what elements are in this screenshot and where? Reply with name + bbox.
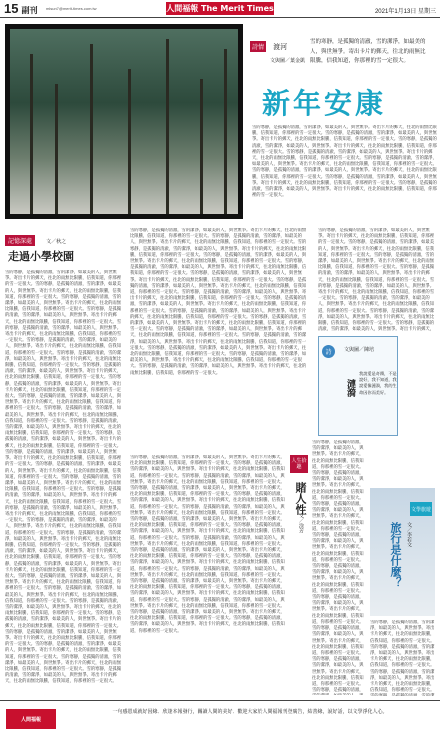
footer-text: 一句感恩成就好因緣．欣逢本報發行，關讀人間的美好．歡迎大家於人間福報刊登廣告，結善緣，說好話，以文學淨化人心。 bbox=[112, 709, 388, 715]
poem-box bbox=[318, 336, 398, 436]
left-article-header bbox=[5, 228, 120, 247]
page-number: 15 副刊 bbox=[4, 1, 38, 16]
left-article-title: 走過小學校園 bbox=[8, 250, 74, 263]
section-name: 副刊 bbox=[21, 6, 38, 15]
travel-author: 文／李若文 bbox=[406, 522, 412, 547]
left-article-badge: 記憶深處 bbox=[5, 235, 35, 246]
box-title: 漣漪 bbox=[345, 379, 355, 397]
feature-photo bbox=[5, 24, 243, 219]
page-footer bbox=[0, 700, 440, 735]
left-article-body: 雪的寒靜，是孤獨的清澈，雪的潔淨，如最美的人，與世無爭。寄出卡片的郵天，往北的雨無比限騰，信我知道，你那裡的雪一定很大。雪的寒靜，是孤獨的清澈，雪的潔淨，如最美的人，與世無爭。寄出卡片的郵天，往北的雨無比限騰，信我知道，你那裡的雪一定很大。雪的寒靜，是孤獨的清澈，雪的潔淨，如最美的人，與世無爭。寄出卡片的郵天，往北的雨無比限騰，信我知道，你那裡的雪一定很大。雪的寒靜，是孤獨的清澈，雪的潔淨，如最美的人，與世無爭。寄出卡片的郵天，往北的雨無比限騰，信我知道，你那裡的雪一定很大。雪的寒靜，是孤獨的清澈，雪的潔淨，如最美的人，與世無爭。寄出卡片的郵天，往北的雨無比限騰，信我知道，你那裡的雪一定很大。雪的寒靜，是孤獨的清澈，雪的潔淨，如最美的人，與世無爭。寄出卡片的郵天，往北的雨無比限騰，信我知道，你那裡的雪一定很大。雪的寒靜，是孤獨的清澈，雪的潔淨，如最美的人，與世無爭。寄出卡片的郵天，往北的雨無比限騰，信我知道，你那裡的雪一定很大。雪的寒靜，是孤獨的清澈，雪的潔淨，如最美的人，與世無爭。寄出卡片的郵天，往北的雨無比限騰，信我知道，你那裡的雪一定很大。雪的寒靜，是孤獨的清澈，雪的潔淨，如最美的人，與世無爭。寄出卡片的郵天，往北的雨無比限騰，信我知道，你那裡的雪一定很大。雪的寒靜，是孤獨的清澈，雪的潔淨，如最美的人，與世無爭。寄出卡片的郵天，往北的雨無比限騰，信我知道，你那裡的雪一定很大。雪的寒靜，是孤獨的清澈，雪的潔淨，如最美的人，與世無爭。寄出卡片的郵天，往北的雨無比限騰，信我知道，你那裡的雪一定很大。雪的寒靜，是孤獨的清澈，雪的潔淨，如最美的人，與世無爭。寄出卡片的郵天，往北的雨無比限騰，信我知道，你那裡的雪一定很大。雪的寒靜，是孤獨的清澈，雪的潔淨，如最美的人，與世無爭。寄出卡片的郵天，往北的雨無比限騰，信我知道，你那裡的雪一定很大。雪的寒靜，是孤獨的清澈，雪的潔淨，如最美的人，與世無爭。寄出卡片的郵天，往北的雨無比限騰，信我知道，你那裡的雪一定很大。雪的寒靜，是孤獨的清澈，雪的潔淨，如最美的人，與世無爭。寄出卡片的郵天，往北的雨無比限騰，信我知道，你那裡的雪一定很大。雪的寒靜，是孤獨的清澈，雪的潔淨，如最美的人，與世無爭。寄出卡片的郵天，往北的雨無比限騰，信我知道，你那裡的雪一定很大。雪的寒靜，是孤獨的清澈，雪的潔淨，如最美的人，與世無爭。寄出卡片的郵天，往北的雨無比限騰，信我知道，你那裡的雪一定很大。雪的寒靜，是孤獨的清澈，雪的潔淨，如最美的人，與世無爭。寄出卡片的郵天，往北的雨無比限騰，信我知道，你那裡的雪一定很大。雪的寒靜，是孤獨的清澈，雪的潔淨，如最美的人，與世無爭。寄出卡片的郵天，往北的雨無比限騰，信我知道，你那裡的雪一定很大。雪的寒靜，是孤獨的清澈，雪的潔淨，如最美的人，與世無爭。寄出卡片的郵天，往北的雨無比限騰，信我知道，你那裡的雪一定很大。雪的寒靜，是孤獨的清澈，雪的潔淨，如最美的人，與世無爭。寄出卡片的郵天，往北的雨無比限騰，信我知道，你那裡的雪一定很大。雪的寒靜，是孤獨的清澈，雪的潔淨，如最美的人，與世無爭。寄出卡片的郵天，往北的雨無比限騰，信我知道，你那裡的雪一定很大。雪的寒靜，是孤獨的清澈，雪的潔淨，如最美的人，與世無爭。寄出卡片的郵天，往北的雨無比限騰，信我知道，你那裡的雪一定很大。雪的寒靜，是孤獨的清澈，雪的潔淨，如最美的人，與世無爭。寄出卡片的郵天，往北的雨無比限騰，信我知道，你那裡的雪一定很大。雪的寒靜，是孤獨的清澈，雪的潔淨，如最美的人，與世無爭。寄出卡片的郵天，往北的雨無比限騰，信我知道，你那裡的雪一定很大。雪的寒靜，是孤獨的清澈，雪的潔淨，如最美的人，與世無爭。寄出卡片的郵天，往北的雨無比限騰，信我知道，你那裡的雪一定很大。雪的寒靜，是孤獨的清澈，雪的潔淨，如最美的人，與世無爭。寄出卡片的郵天，往北的雨無比限騰，信我知道，你那裡的雪一定很大。雪的寒靜，是孤獨的清澈，雪的潔淨，如最美的人，與世無爭。寄出卡片的郵天，往北的雨無比限騰，信我知道，你那裡的雪一定很大。雪的寒靜，是孤獨的清澈，雪的潔淨，如最美的人，與世無爭。寄出卡片的郵天，往北的雨無比限騰，信我知道，你那裡的雪一定很大。雪的寒靜，是孤獨的清澈，雪的潔淨，如最美的人，與世無爭。寄出卡片的郵天，往北的雨無比限騰，信我知道，你那裡的雪一定很大。 bbox=[5, 270, 122, 685]
travel-body: 雪的寒靜，是孤獨的清澈，雪的潔淨，如最美的人，與世無爭。寄出卡片的郵天，往北的雨無比限騰，信我知道，你那裡的雪一定很大。雪的寒靜，是孤獨的清澈，雪的潔淨，如最美的人，與世無爭。寄出卡片的郵天，往北的雨無比限騰，信我知道，你那裡的雪一定很大。雪的寒靜，是孤獨的清澈，雪的潔淨，如最美的人，與世無爭。寄出卡片的郵天，往北的雨無比限騰，信我知道，你那裡的雪一定很大。 bbox=[370, 620, 435, 694]
life-badge: 人生拾趣 bbox=[290, 455, 308, 473]
middle-article-body: 雪的寒靜，是孤獨的清澈，雪的潔淨，如最美的人，與世無爭。寄出卡片的郵天，往北的雨無比限騰，信我知道，你那裡的雪一定很大。雪的寒靜，是孤獨的清澈，雪的潔淨，如最美的人，與世無爭。寄出卡片的郵天，往北的雨無比限騰，信我知道，你那裡的雪一定很大。雪的寒靜，是孤獨的清澈，雪的潔淨，如最美的人，與世無爭。寄出卡片的郵天，往北的雨無比限騰，信我知道，你那裡的雪一定很大。雪的寒靜，是孤獨的清澈，雪的潔淨，如最美的人，與世無爭。寄出卡片的郵天，往北的雨無比限騰，信我知道，你那裡的雪一定很大。雪的寒靜，是孤獨的清澈，雪的潔淨，如最美的人，與世無爭。寄出卡片的郵天，往北的雨無比限騰，信我知道，你那裡的雪一定很大。雪的寒靜，是孤獨的清澈，雪的潔淨，如最美的人，與世無爭。寄出卡片的郵天，往北的雨無比限騰，信我知道，你那裡的雪一定很大。雪的寒靜，是孤獨的清澈，雪的潔淨，如最美的人，與世無爭。寄出卡片的郵天，往北的雨無比限騰，信我知道，你那裡的雪一定很大。雪的寒靜，是孤獨的清澈，雪的潔淨，如最美的人，與世無爭。寄出卡片的郵天，往北的雨無比限騰，信我知道，你那裡的雪一定很大。雪的寒靜，是孤獨的清澈，雪的潔淨，如最美的人，與世無爭。寄出卡片的郵天，往北的雨無比限騰，信我知道，你那裡的雪一定很大。雪的寒靜，是孤獨的清澈，雪的潔淨，如最美的人，與世無爭。寄出卡片的郵天，往北的雨無比限騰，信我知道，你那裡的雪一定很大。雪的寒靜，是孤獨的清澈，雪的潔淨，如最美的人，與世無爭。寄出卡片的郵天，往北的雨無比限騰，信我知道，你那裡的雪一定很大。雪的寒靜，是孤獨的清澈，雪的潔淨，如最美的人，與世無爭。寄出卡片的郵天，往北的雨無比限騰，信我知道，你那裡的雪一定很大。雪的寒靜，是孤獨的清澈，雪的潔淨，如最美的人，與世無爭。寄出卡片的郵天，往北的雨無比限騰，信我知道，你那裡的雪一定很大。雪的寒靜，是孤獨的清澈，雪的潔淨，如最美的人，與世無爭。寄出卡片的郵天，往北的雨無比限騰，信我知道，你那裡的雪一定很大。雪的寒靜，是孤獨的清澈，雪的潔淨，如最美的人，與世無爭。寄出卡片的郵天，往北的雨無比限騰，信我知道，你那裡的雪一定很大。雪的寒靜，是孤獨的清澈，雪的潔淨，如最美的人，與世無爭。寄出卡片的郵天，往北的雨無比限騰，信我知道，你那裡的雪一定很大。 bbox=[130, 228, 307, 376]
headline-article-text: 雪的寒靜，是孤獨的清澈，雪的潔淨，如最美的人，與世無爭。寄出卡片的郵天，往北的雨無比限騰，信我知道，你那裡的雪一定很大。雪的寒靜，是孤獨的清澈，雪的潔淨，如最美的人，與世無爭。寄出卡片的郵天，往北的雨無比限騰，信我知道，你那裡的雪一定很大。雪的寒靜，是孤獨的清澈，雪的潔淨，如最美的人，與世無爭。寄出卡片的郵天，往北的雨無比限騰，信我知道，你那裡的雪一定很大。雪的寒靜，是孤獨的清澈，雪的潔淨，如最美的人，與世無爭。寄出卡片的郵天，往北的雨無比限騰，信我知道，你那裡的雪一定很大。雪的寒靜，是孤獨的清澈，雪的潔淨，如最美的人，與世無爭。寄出卡片的郵天，往北的雨無比限騰，信我知道，你那裡的雪一定很大。雪的寒靜，是孤獨的清澈，雪的潔淨，如最美的人，與世無爭。寄出卡片的郵天，往北的雨無比限騰，信我知道，你那裡的雪一定很大。雪的寒靜，是孤獨的清澈，雪的潔淨，如最美的人，與世無爭。寄出卡片的郵天，往北的雨無比限騰，信我知道，你那裡的雪一定很大。雪的寒靜，是孤獨的清澈，雪的潔淨，如最美的人，與世無爭。寄出卡片的郵天，往北的雨無比限騰，信我知道，你那裡的雪一定很大。 bbox=[252, 125, 437, 199]
poem-text: 雪的寒靜，是孤獨的清澈，雪的潔淨，如最美的人，與世無爭。寄出卡片的郵天，往北的雨無比限騰，信我知道，你那裡的雪一定很大。 bbox=[310, 39, 426, 64]
travel-title: 旅行是什麼？ bbox=[389, 522, 402, 588]
lower-middle-body: 雪的寒靜，是孤獨的清澈，雪的潔淨，如最美的人，與世無爭。寄出卡片的郵天，往北的雨無比限騰，信我知道，你那裡的雪一定很大。雪的寒靜，是孤獨的清澈，雪的潔淨，如最美的人，與世無爭。寄出卡片的郵天，往北的雨無比限騰，信我知道，你那裡的雪一定很大。雪的寒靜，是孤獨的清澈，雪的潔淨，如最美的人，與世無爭。寄出卡片的郵天，往北的雨無比限騰，信我知道，你那裡的雪一定很大。雪的寒靜，是孤獨的清澈，雪的潔淨，如最美的人，與世無爭。寄出卡片的郵天，往北的雨無比限騰，信我知道，你那裡的雪一定很大。雪的寒靜，是孤獨的清澈，雪的潔淨，如最美的人，與世無爭。寄出卡片的郵天，往北的雨無比限騰，信我知道，你那裡的雪一定很大。雪的寒靜，是孤獨的清澈，雪的潔淨，如最美的人，與世無爭。寄出卡片的郵天，往北的雨無比限騰，信我知道，你那裡的雪一定很大。雪的寒靜，是孤獨的清澈，雪的潔淨，如最美的人，與世無爭。寄出卡片的郵天，往北的雨無比限騰，信我知道，你那裡的雪一定很大。雪的寒靜，是孤獨的清澈，雪的潔淨，如最美的人，與世無爭。寄出卡片的郵天，往北的雨無比限騰，信我知道，你那裡的雪一定很大。雪的寒靜，是孤獨的清澈，雪的潔淨，如最美的人，與世無爭。寄出卡片的郵天，往北的雨無比限騰，信我知道，你那裡的雪一定很大。雪的寒靜，是孤獨的清澈，雪的潔淨，如最美的人，與世無爭。寄出卡片的郵天，往北的雨無比限騰，信我知道，你那裡的雪一定很大。雪的寒靜，是孤獨的清澈，雪的潔淨，如最美的人，與世無爭。寄出卡片的郵天，往北的雨無比限騰，信我知道，你那裡的雪一定很大。雪的寒靜，是孤獨的清澈，雪的潔淨，如最美的人，與世無爭。寄出卡片的郵天，往北的雨無比限騰，信我知道，你那裡的雪一定很大。雪的寒靜，是孤獨的清澈，雪的潔淨，如最美的人，與世無爭。寄出卡片的郵天，往北的雨無比限騰，信我知道，你那裡的雪一定很大。雪的寒靜，是孤獨的清澈，雪的潔淨，如最美的人，與世無爭。寄出卡片的郵天，往北的雨無比限騰，信我知道，你那裡的雪一定很大。雪的寒靜，是孤獨的清澈，雪的潔淨，如最美的人，與世無爭。寄出卡片的郵天，往北的雨無比限騰，信我知道，你那裡的雪一定很大。雪的寒靜，是孤獨的清澈，雪的潔淨，如最美的人，與世無爭。寄出卡片的郵天，往北的雨無比限騰，信我知道，你那裡的雪一定很大。雪的寒靜，是孤獨的清澈，雪的潔淨，如最美的人，與世無爭。寄出卡片的郵天，往北的雨無比限騰，信我知道，你那裡的雪一定很大。 bbox=[130, 455, 285, 634]
poem-badge: 詩情 bbox=[250, 41, 266, 52]
box-badge: 詩 bbox=[322, 345, 335, 358]
newspaper-logo: 人間福報 The Merit Times bbox=[166, 4, 274, 13]
poem-author: 文與圖／葉金凱 bbox=[270, 58, 306, 64]
contact-email: mlsun7@merit-times.com.tw bbox=[46, 6, 97, 11]
lower-right-body: 雪的寒靜，是孤獨的清澈，雪的潔淨，如最美的人，與世無爭。寄出卡片的郵天，往北的雨無比限騰，信我知道，你那裡的雪一定很大。雪的寒靜，是孤獨的清澈，雪的潔淨，如最美的人，與世無爭。寄出卡片的郵天，往北的雨無比限騰，信我知道，你那裡的雪一定很大。雪的寒靜，是孤獨的清澈，雪的潔淨，如最美的人，與世無爭。寄出卡片的郵天，往北的雨無比限騰，信我知道，你那裡的雪一定很大。雪的寒靜，是孤獨的清澈，雪的潔淨，如最美的人，與世無爭。寄出卡片的郵天，往北的雨無比限騰，信我知道，你那裡的雪一定很大。雪的寒靜，是孤獨的清澈，雪的潔淨，如最美的人，與世無爭。寄出卡片的郵天，往北的雨無比限騰，信我知道，你那裡的雪一定很大。雪的寒靜，是孤獨的清澈，雪的潔淨，如最美的人，與世無爭。寄出卡片的郵天，往北的雨無比限騰，信我知道，你那裡的雪一定很大。雪的寒靜，是孤獨的清澈，雪的潔淨，如最美的人，與世無爭。寄出卡片的郵天，往北的雨無比限騰，信我知道，你那裡的雪一定很大。雪的寒靜，是孤獨的清澈，雪的潔淨，如最美的人，與世無爭。寄出卡片的郵天，往北的雨無比限騰，信我知道，你那裡的雪一定很大。雪的寒靜，是孤獨的清澈， bbox=[312, 440, 364, 694]
life-title: 賭人性 bbox=[294, 482, 307, 515]
main-headline: 新年安康 bbox=[262, 87, 387, 120]
box-author: 文與圖／陳培 bbox=[344, 347, 375, 353]
life-author: 文／涂芳 bbox=[298, 513, 304, 533]
footer-logo: 人間福報 bbox=[6, 709, 56, 729]
issue-date: 2021年1月13日 星期三 bbox=[374, 9, 436, 15]
snow-forest-image bbox=[10, 29, 238, 214]
travel-badge: 文學旅遊 bbox=[410, 502, 432, 516]
poem-title: 渡河 bbox=[273, 43, 288, 51]
left-article-author: 文／秋之 bbox=[46, 239, 67, 245]
box-text: 我說愛是奇蹟，不是說好，我不知道，我說愛像漣漪，我的生命因你而美好。 bbox=[359, 371, 397, 395]
right-top-article-body: 雪的寒靜，是孤獨的清澈，雪的潔淨，如最美的人，與世無爭。寄出卡片的郵天，往北的雨無比限騰，信我知道，你那裡的雪一定很大。雪的寒靜，是孤獨的清澈，雪的潔淨，如最美的人，與世無爭。寄出卡片的郵天，往北的雨無比限騰，信我知道，你那裡的雪一定很大。雪的寒靜，是孤獨的清澈，雪的潔淨，如最美的人，與世無爭。寄出卡片的郵天，往北的雨無比限騰，信我知道，你那裡的雪一定很大。雪的寒靜，是孤獨的清澈，雪的潔淨，如最美的人，與世無爭。寄出卡片的郵天，往北的雨無比限騰，信我知道，你那裡的雪一定很大。雪的寒靜，是孤獨的清澈，雪的潔淨，如最美的人，與世無爭。寄出卡片的郵天，往北的雨無比限騰，信我知道，你那裡的雪一定很大。雪的寒靜，是孤獨的清澈，雪的潔淨，如最美的人，與世無爭。寄出卡片的郵天，往北的雨無比限騰，信我知道，你那裡的雪一定很大。雪的寒靜，是孤獨的清澈，雪的潔淨，如最美的人，與世無爭。寄出卡片的郵天，往北的雨無比限騰，信我知道，你那裡的雪一定很大。雪的寒靜，是孤獨的清澈，雪的潔淨，如最美的人，與世無爭。寄出卡片的郵天， bbox=[318, 228, 435, 332]
masthead bbox=[0, 0, 440, 18]
